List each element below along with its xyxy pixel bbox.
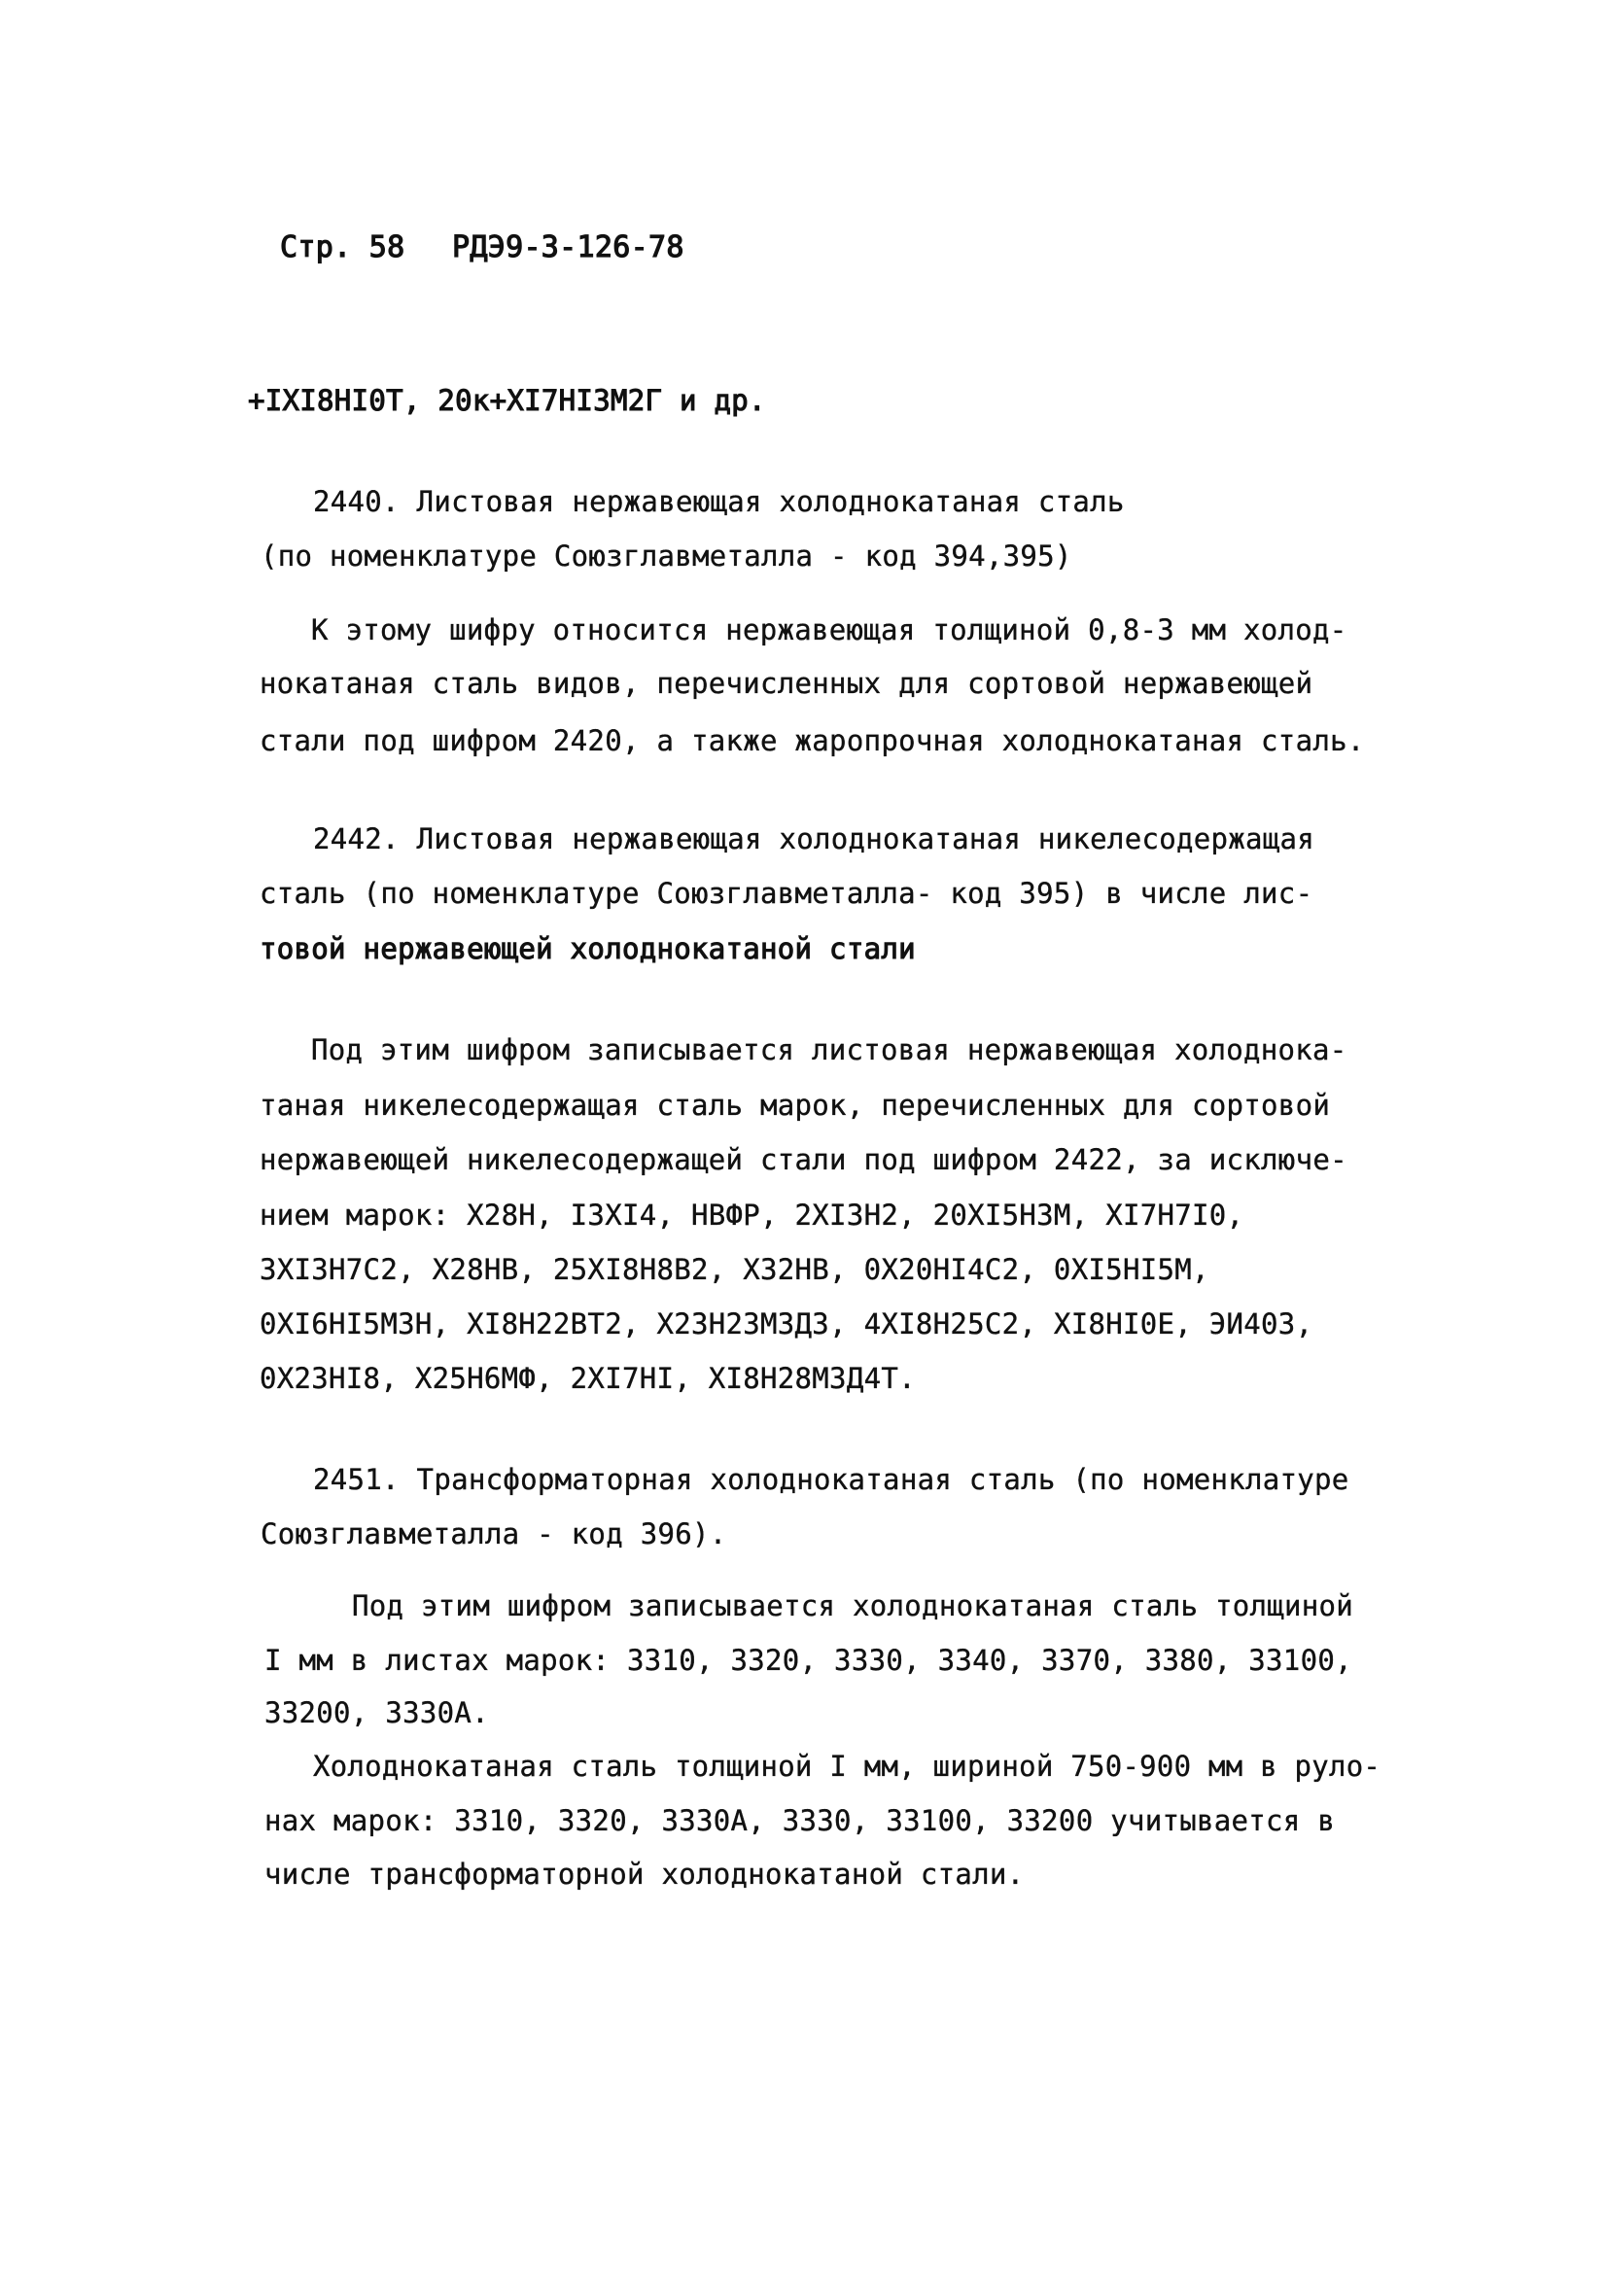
- page-number: Стр. 58: [280, 230, 405, 264]
- section-heading-line: 2440. Листовая нержавеющая холоднокатаная сталь: [313, 485, 1125, 518]
- paragraph-line: Под этим шифром записывается холоднокатаная сталь толщиной: [352, 1589, 1354, 1622]
- paragraph-line: нокатаная сталь видов, перечисленных для сортовой нержавеющей: [260, 667, 1313, 700]
- paragraph-line: 0X23HI8, X25H6MФ, 2XI7HI, XI8H28M3Д4T.: [260, 1362, 916, 1395]
- paragraph-line: 0XI6HI5M3H, XI8H22BT2, X23H23M3Д3, 4XI8H25C2, XI8HI0E, ЭИ403,: [260, 1307, 1313, 1340]
- paragraph-line: Холоднокатаная сталь толщиной I мм, шириной 750-900 мм в руло-: [313, 1750, 1381, 1783]
- section-heading-line: 2442. Листовая нержавеющая холоднокатаная никелесодержащая: [313, 822, 1315, 855]
- paragraph-line: нах марок: 3310, 3320, 3330А, 3330, 33100, 33200 учитывается в: [264, 1804, 1336, 1837]
- section-heading-line: (по номенклатуре Союзглавметалла - код 394,395): [261, 539, 1072, 573]
- paragraph-line: числе трансформаторной холоднокатаной стали.: [264, 1858, 1025, 1891]
- section-heading-line: 2451. Трансформаторная холоднокатаная сталь (по номенклатуре: [313, 1463, 1349, 1496]
- paragraph-line: 3XI3H7C2, X28HB, 25XI8H8B2, X32HB, 0X20HI4C2, 0XI5HI5M,: [260, 1253, 1209, 1286]
- paragraph-line: 33200, 3330А.: [264, 1696, 489, 1729]
- paragraph-line: нержавеющей никелесодержащей стали под шифром 2422, за исключе-: [260, 1143, 1347, 1176]
- paragraph-line: К этому шифру относится нержавеющая толщиной 0,8-3 мм холод-: [311, 613, 1347, 646]
- section-heading-line: товой нержавеющей холоднокатаной стали: [260, 932, 916, 965]
- paragraph-line: таная никелесодержащая сталь марок, перечисленных для сортовой: [260, 1089, 1331, 1122]
- continuation-text: +IXI8HI0T, 20к+XI7HI3M2Г и др.: [248, 384, 766, 417]
- paragraph-line: нием марок: X28H, I3XI4, НВФР, 2XI3H2, 20XI5H3M, XI7H7I0,: [260, 1199, 1244, 1232]
- document-code: РДЭ9-3-126-78: [452, 230, 684, 264]
- section-heading-line: сталь (по номенклатуре Союзглавметалла- код 395) в числе лис-: [260, 877, 1313, 910]
- paragraph-line: Под этим шифром записывается листовая нержавеющая холоднока-: [311, 1033, 1347, 1066]
- paragraph-line: стали под шифром 2420, а также жаропрочная холоднокатаная сталь.: [260, 724, 1365, 757]
- section-heading-line: Союзглавметалла - код 396).: [261, 1517, 727, 1550]
- paragraph-line: I мм в листах марок: 3310, 3320, 3330, 3340, 3370, 3380, 33100,: [264, 1644, 1352, 1677]
